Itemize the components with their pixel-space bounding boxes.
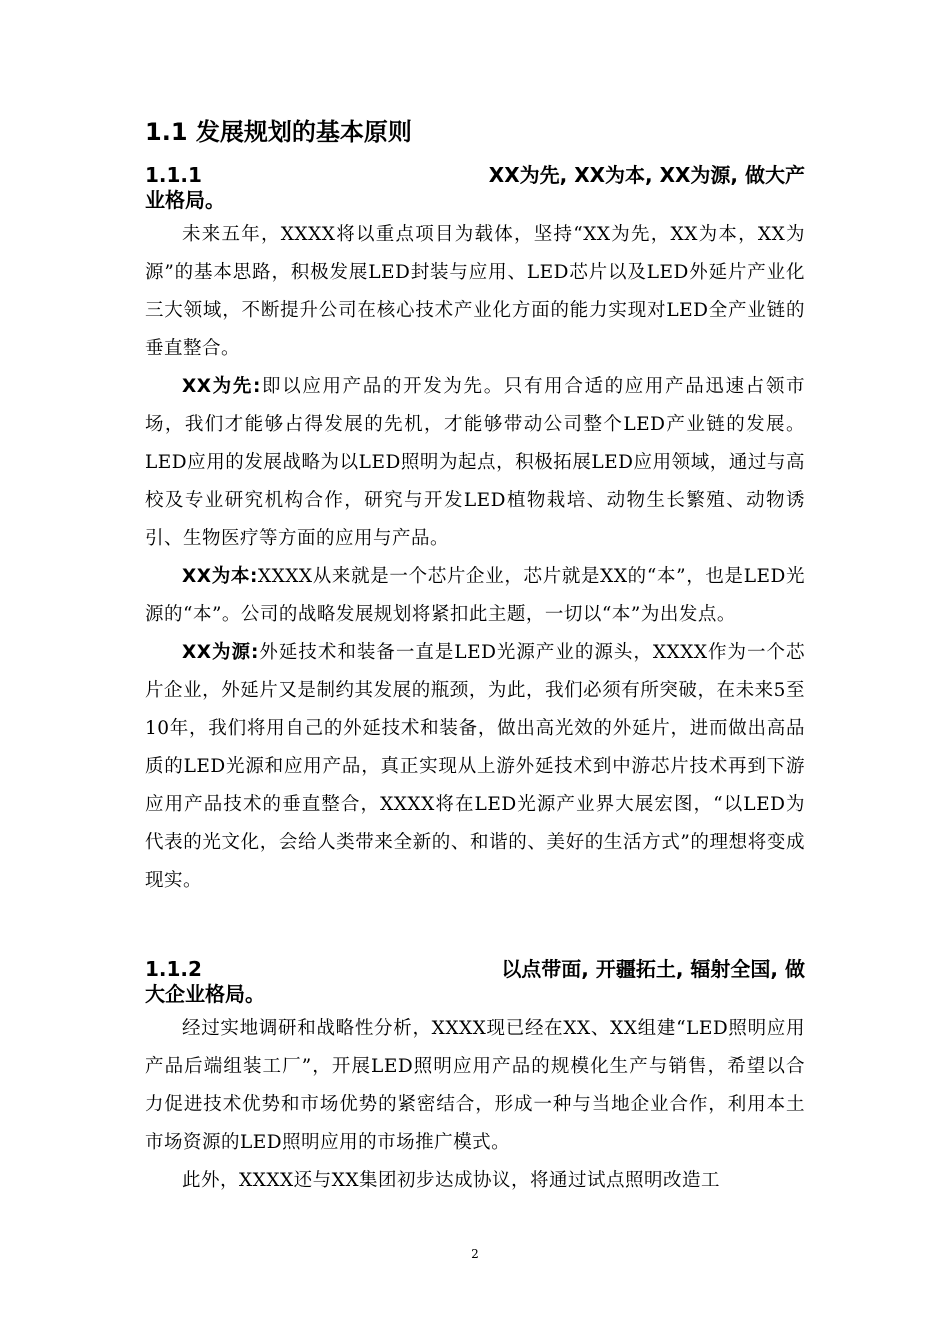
subsection-2-body xyxy=(145,1010,805,1200)
subsection-heading-1 xyxy=(145,163,805,213)
paragraph-text: XXXX从来就是一个芯片企业，芯片就是XX的“本”，也是LED光源的“本”。公司的战略发展规划将紧扣此主题，一切以“本”为出发点。 xyxy=(145,566,806,625)
section-heading: 1.1 发展规划的基本原则 xyxy=(145,118,412,146)
paragraph-text: 外延技术和装备一直是LED光源产业的源头，XXXX作为一个芯片企业，外延片又是制约其发展的瓶颈，为此，我们必须有所突破，在未来5至10年，我们将用自己的外延技术和装备，做出高光效的外延片，进而做出高品质的LED光源和应用产品，真正实现从上游外延技术到中游芯片技术再到下游应用产品技术的垂直整合，XXXX将在LED光源产业界大展宏图，“以LED为代表的光文化，会给人类带来全新的、和谐的、美好的生活方式”的理想将变成现实。 xyxy=(145,642,805,891)
paragraph xyxy=(145,368,805,558)
paragraph-label: XX为本: xyxy=(182,566,258,587)
paragraph xyxy=(145,558,805,634)
subsection-title-line1: XX为先, XX为本, XX为源, 做大产 xyxy=(488,163,805,187)
paragraph-text: 即以应用产品的开发为先。只有用合适的应用产品迅速占领市场，我们才能够占得发展的先机，才能够带动公司整个LED产业链的发展。LED应用的发展战略为以LED照明为起点，积极拓展LED应用领域，通过与高校及专业研究机构合作，研究与开发LED植物栽培、动物生长繁殖、动物诱引、生物医疗等方面的应用与产品。 xyxy=(145,376,805,549)
page-number: 2 xyxy=(471,1247,479,1261)
subsection-number: 1.1.1 xyxy=(145,163,202,187)
paragraph: 此外，XXXX还与XX集团初步达成协议，将通过试点照明改造工 xyxy=(182,1170,721,1191)
paragraph: 未来五年，XXXX将以重点项目为载体，坚持“XX为先，XX为本，XX为源”的基本思路，积极发展LED封装与应用、LED芯片以及LED外延片产业化三大领域，不断提升公司在核心技术产业化方面的能力实现对LED全产业链的垂直整合。 xyxy=(145,224,805,359)
subsection-title-line2: 业格局。 xyxy=(145,188,225,212)
subsection-heading-2 xyxy=(145,957,805,1007)
paragraph: 经过实地调研和战略性分析，XXXX现已经在XX、XX组建“LED照明应用产品后端组装工厂”，开展LED照明应用产品的规模化生产与销售，希望以合力促进技术优势和市场优势的紧密结合，形成一种与当地企业合作，利用本土市场资源的LED照明应用的市场推广模式。 xyxy=(145,1018,805,1153)
subsection-title-line1: 以点带面, 开疆拓土, 辐射全国, 做 xyxy=(501,957,805,981)
subsection-number: 1.1.2 xyxy=(145,957,202,981)
paragraph xyxy=(145,634,805,900)
subsection-1-body xyxy=(145,216,805,900)
paragraph-label: XX为先: xyxy=(182,376,261,397)
paragraph-label: XX为源: xyxy=(182,642,259,663)
subsection-title-line2: 大企业格局。 xyxy=(145,982,265,1006)
